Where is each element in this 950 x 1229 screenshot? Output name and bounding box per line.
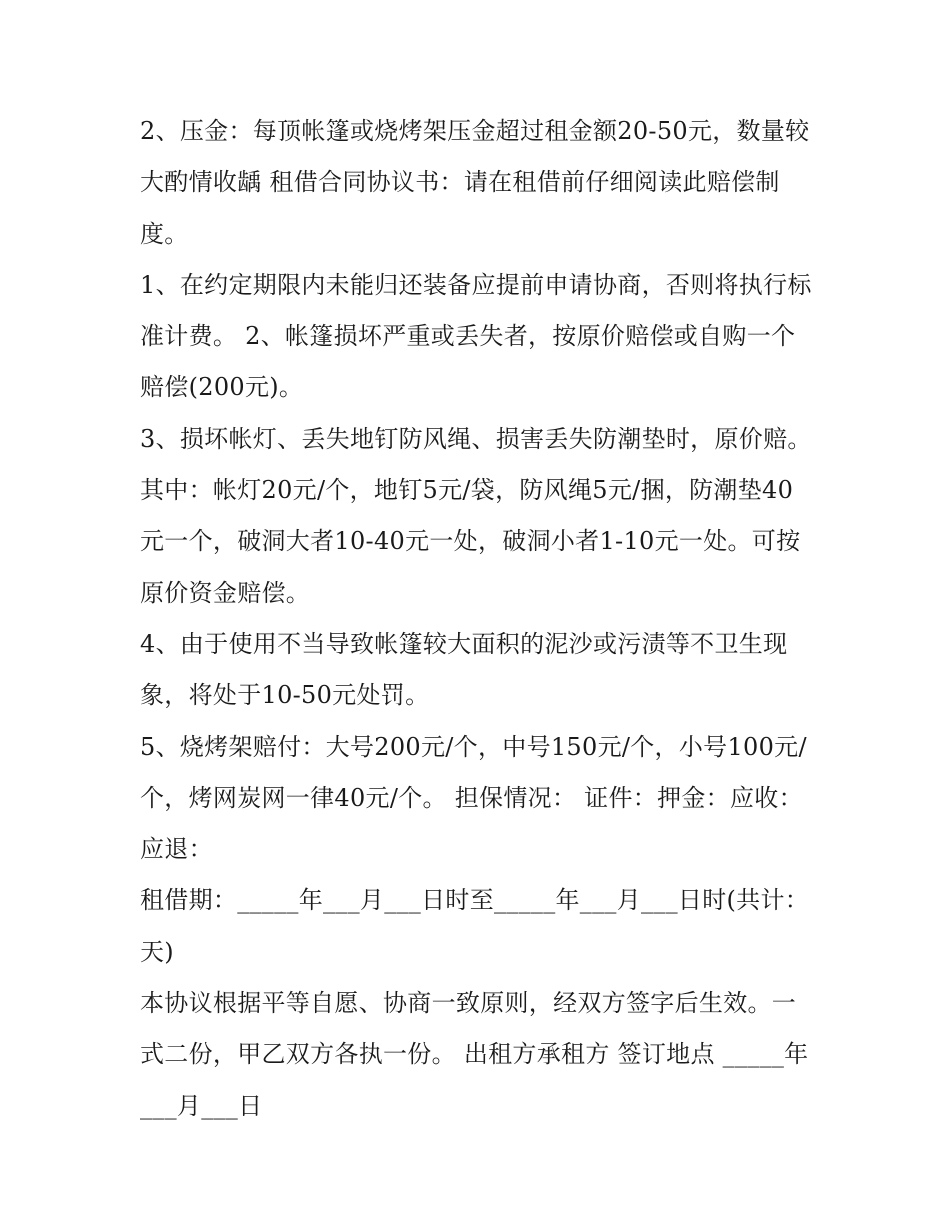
paragraph-deposit: 2、压金：每顶帐篷或烧烤架压金超过租金额20-50元，数量较大酌情收龋 租借合同协议书：请在租借前仔细阅读此赔偿制度。 <box>140 117 810 248</box>
paragraph-agreement-signing: 本协议根据平等自愿、协商一致原则，经双方签字后生效。一式二份，甲乙双方各执一份。 出租方承租方 签订地点 _____年___月___日 <box>140 989 809 1120</box>
paragraph-return-terms: 1、在约定期限内未能归还装备应提前申请协商，否则将执行标准计费。 2、帐篷损坏严重或丢失者，按原价赔偿或自购一个赔偿(200元)。 <box>140 270 812 402</box>
paragraph-rental-period: 租借期：_____年___月___日时至_____年___月___日时(共计：天) <box>140 886 810 966</box>
paragraph-cleaning-penalty: 4、由于使用不当导致帐篷较大面积的泥沙或污渍等不卫生现象，将处于10-50元处罚。 <box>140 629 788 710</box>
paragraph-damage-compensation: 3、损坏帐灯、丢失地钉防风绳、损害丢失防潮垫时，原价赔。其中：帐灯20元/个，地钉5元/袋，防风绳5元/捆，防潮垫40元一个，破洞大者10-40元一处，破洞小者1-10元一处。可按原价资金赔偿。 <box>140 424 812 607</box>
paragraph-grill-compensation: 5、烧烤架赔付：大号200元/个，中号150元/个，小号100元/个，烤网炭网一律40元/个。 担保情况： 证件：押金：应收：应退： <box>140 732 807 864</box>
document-body <box>140 106 812 1132</box>
